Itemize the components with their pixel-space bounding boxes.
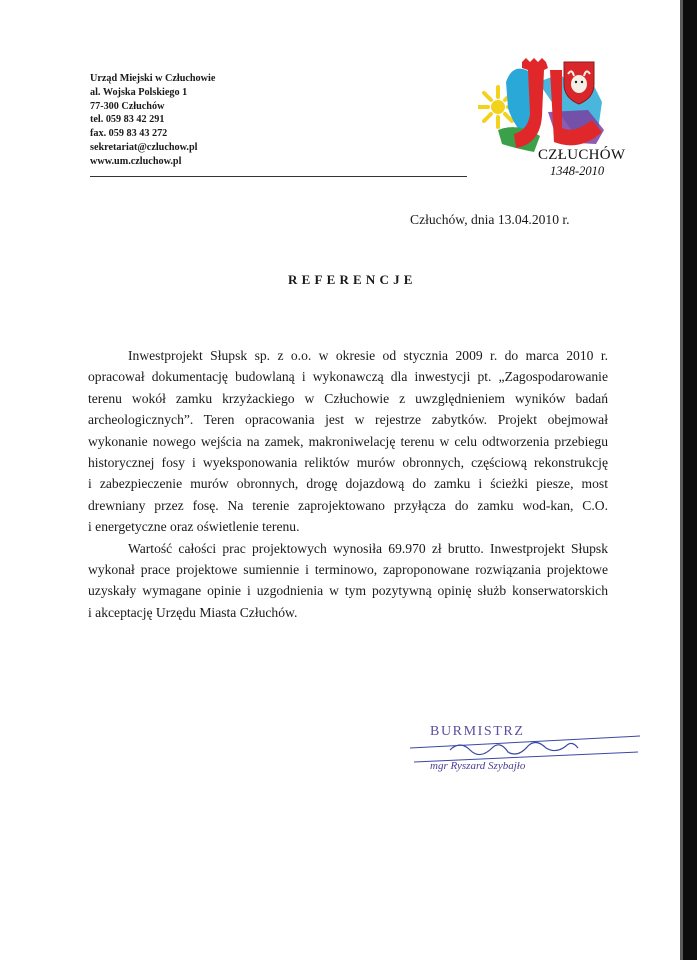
paragraph-1 [88, 345, 608, 538]
sender-postal-city: 77-300 Człuchów [90, 100, 165, 112]
sender-email: sekretariat@czluchow.pl [90, 141, 198, 153]
body-line: drewniany przez fosę. Na terenie zaprojektowano przyłącza do zamku wod-kan, C.O. [88, 497, 608, 513]
body-line: terenu wokół zamku krzyżackiego w Człuchowie z uwzględnieniem wyników badań [88, 390, 608, 406]
body-line: i akceptację Urzędu Miasta Człuchów. [88, 604, 298, 620]
body-line: uzyskały wymagane opinie i uzgodnienia w tym pozytywną opinię służb konserwatorskich [88, 583, 608, 599]
place-and-date: Człuchów, dnia 13.04.2010 r. [410, 212, 570, 227]
sender-street: al. Wojska Polskiego 1 [90, 86, 188, 98]
body-line: wykonał prace projektowe sumiennie i terminowo, zaproponowane rozwiązania projektowe [88, 562, 608, 578]
sender-address-block [90, 72, 390, 169]
body-line: opracował dokumentację budowlaną i wykonawczą dla inwestycji pt. „Zagospodarowanie [88, 369, 608, 385]
document-title: REFERENCJE [288, 272, 417, 287]
signatory-title: BURMISTRZ [430, 724, 525, 739]
signatory-name: mgr Ryszard Szybajło [430, 760, 526, 772]
body-line: Wartość całości prac projektowych wynosiła 69.970 zł brutto. Inwestprojekt Słupsk [128, 540, 608, 556]
sender-fax: fax. 059 83 43 272 [90, 128, 168, 140]
body-line: Inwestprojekt Słupsk sp. z o.o. w okresie od stycznia 2009 r. do marca 2010 r. [128, 348, 608, 363]
sender-phone: tel. 059 83 42 291 [90, 114, 165, 126]
sender-office-name: Urząd Miejski w Człuchowie [90, 73, 216, 84]
scan-edge [683, 0, 697, 960]
logo-years: 1348-2010 [550, 164, 605, 178]
body-line: wykonanie nowego wejścia na zamek, makroniwelację terenu w celu odtworzenia przebiegu [88, 433, 608, 449]
body-line: i zabezpieczenie murów obronnych, drogę dojazdową do zamku i ścieżki piesze, most [88, 476, 608, 492]
body-line: archeologicznych”. Teren opracowania jest w rejestrze zabytków. Projekt obejmował [88, 412, 608, 428]
paragraph-2 [88, 538, 608, 624]
logo-city-name: CZŁUCHÓW [538, 147, 626, 163]
letter-body [88, 345, 608, 623]
header-divider [90, 176, 467, 177]
body-line: historycznej fosy i wyeksponowania reliktów murów obronnych, częściową rekonstrukcję [88, 455, 608, 471]
coat-of-arms-icon [564, 62, 594, 104]
sender-website: www.um.czluchow.pl [90, 155, 182, 167]
body-line: i energetyczne oraz oświetlenie terenu. [88, 519, 300, 535]
